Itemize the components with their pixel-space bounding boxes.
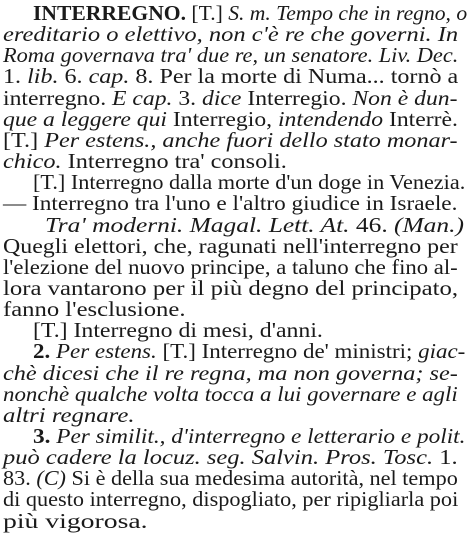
entry-text-segment: chè dicesi che il re regna, ma non governa; se- <box>3 360 458 385</box>
entry-text-segment: [T.] Interregno de' ministri; <box>156 339 419 364</box>
entry-text-segment: altri regnare. <box>3 402 135 427</box>
entry-text-segment: 3. <box>172 85 203 110</box>
entry-text-segment: [T.] Interregno dalla morte d'un doge in Venezia. <box>33 170 466 195</box>
entry-text-segment: più vigorosa. <box>3 508 148 533</box>
entry-text-segment: 6. <box>58 64 89 89</box>
entry-text-segment: di questo interregno, dispogliato, per ripigliarla poi <box>3 487 459 512</box>
entry-text-segment: E cap. <box>112 85 173 110</box>
entry-text-segment: nonchè qualche volta tocca a lui governare e agli <box>3 381 458 406</box>
entry-text-segment: 2. <box>33 339 56 364</box>
entry-text-segment: può cadere la locuz. seg. Salvin. Pros. Tosc. <box>3 445 434 470</box>
entry-text-segment: 3. <box>33 424 57 449</box>
entry-text-segment: Non è dun- <box>352 85 458 110</box>
entry-text-segment: intendendo <box>277 106 384 131</box>
entry-text-segment: 83. <box>3 466 37 491</box>
entry-text-segment: (C) <box>36 466 66 491</box>
entry-text-segment: 8. Per la morte di Numa... tornò a <box>129 64 459 89</box>
entry-text-segment: Interregio. <box>241 85 353 110</box>
entry-text-segment: cap. <box>88 64 130 89</box>
entry-text-segment: que a leggere qui <box>3 106 167 131</box>
entry-text-segment: [T.] Interregno di mesi, d'anni. <box>33 318 323 343</box>
entry-text-segment: Quegli elettori, che, ragunati nell'interregno per <box>3 233 458 258</box>
entry-text-segment: dice <box>202 85 242 110</box>
entry-text-segment: chico. <box>3 149 62 174</box>
entry-text-segment: 1. <box>3 64 28 89</box>
entry-text-segment: 46. <box>349 212 395 237</box>
entry-text-segment: Per estens. <box>55 339 157 364</box>
entry-text-segment: ereditario o elettivo, non c'è re che governi. In <box>3 22 459 47</box>
entry-text-segment: Interregno tra' consoli. <box>61 149 287 174</box>
entry-text-segment: [T.] <box>3 127 45 152</box>
entry-text-segment: l'elezione del nuovo principe, a taluno che fino al- <box>3 254 458 279</box>
entry-text-segment: — Interregno tra l'uno e l'altro giudice in Israele. <box>3 191 458 216</box>
entry-text-segment: Interregio, <box>166 106 278 131</box>
entry-line <box>3 509 148 533</box>
entry-text-segment: lora vantarono per il più degno del principato, <box>3 275 459 300</box>
entry-text-segment: Roma governava tra' due re, un senatore. Liv. Dec. <box>3 43 459 68</box>
entry-text-segment: 1. <box>433 445 458 470</box>
entry-text-segment: lib. <box>27 64 59 89</box>
entry-text-segment: giac- <box>418 339 466 364</box>
entry-text-segment: Per estens., anche fuori dello stato monar- <box>44 127 458 152</box>
entry-text-segment: [T.] <box>186 1 229 25</box>
entry-text-segment: Si è della sua medesima autorità, nel tempo <box>65 466 458 491</box>
entry-text-segment: fanno l'esclusione. <box>3 297 186 322</box>
entry-text-segment: Interrè. <box>383 106 458 131</box>
entry-text-segment: (Man.) <box>394 212 464 237</box>
entry-text-segment: Per similit., d'interregno e letterario e polit. <box>56 424 466 449</box>
entry-text-segment: Tra' moderni. Magal. Lett. At. <box>45 212 350 237</box>
entry-text-segment: INTERREGNO. <box>33 1 187 25</box>
entry-text-segment: S. m. Tempo che in regno, o <box>228 1 468 25</box>
entry-text-segment: interregno. <box>3 85 113 110</box>
